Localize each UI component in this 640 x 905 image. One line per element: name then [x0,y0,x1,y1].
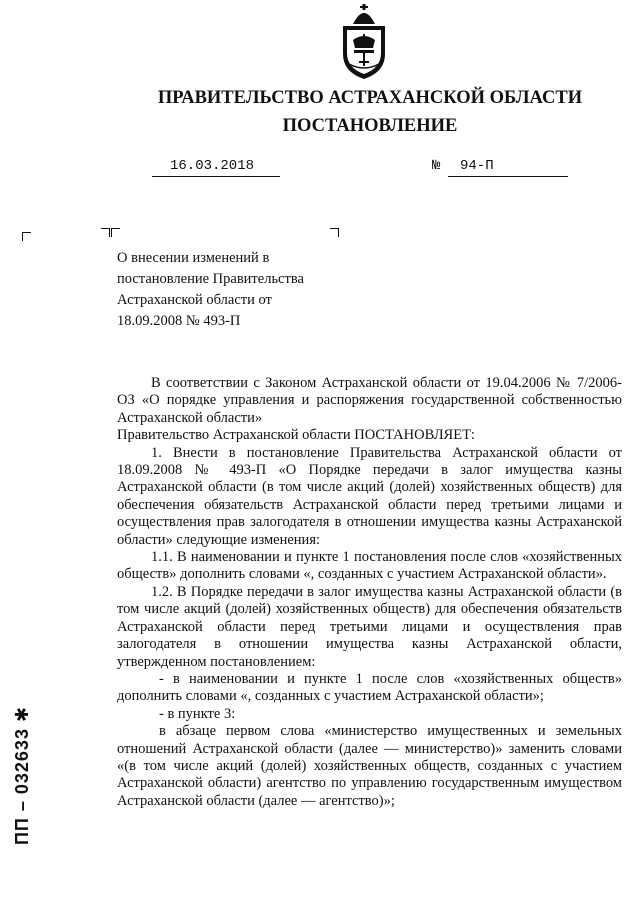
paragraph-item-1-2: 1.2. В Порядке передачи в залог имущества казны Астраханской области (в том числе акций (долей) хозяйственных обществ) для обеспечения обязательств Астраханской области перед третьими лицами и осуществления прав залогодателя в отношении имущества казны Астраханской области, утвержденном постановлением: [117,583,622,670]
paragraph-item-1-1: 1.1. В наименовании и пункте 1 постановления после слов «хозяйственных обществ» дополнить словами «, созданных с участием Астраханской области». [117,549,622,583]
coat-of-arms-icon [339,2,389,80]
org-title: ПРАВИТЕЛЬСТВО АСТРАХАНСКОЙ ОБЛАСТИ [157,88,583,108]
side-serial-stamp: ПП – 032633 ✱ [12,705,32,845]
document-number: 94-П [460,158,494,174]
paragraph-item-1: 1. Внести в постановление Правительства Астраханской области от 18.09.2008 № 493-П «О Порядке передачи в залог имущества казны Астраханской области (в том числе акций (долей) хозяйственных обществ) для обеспечения обязательств Астраханской области перед третьими лицами и осуществления прав залогодателя в отношении имущества казны Астраханской области» следующие изменения: [117,444,622,548]
paragraph-bullet-point-3: - в пункте 3: [159,705,236,722]
corner-mark-subject-right [330,228,339,237]
corner-mark-subject-tl [111,228,120,237]
number-line [448,158,568,177]
corner-mark-left [22,232,31,241]
number-label: № [432,158,441,174]
paragraph-decree: Правительство Астраханской области ПОСТАНОВЛЯЕТ: [117,427,475,444]
paragraph-abzac-1: в абзаце первом слова «министерство имущественных и земельных отношений Астраханской области (далее — министерство)» заменить словами «(в том числе акций (долей) хозяйственных обществ, созданных с участием Астраханской области) агентство по управлению государственным имуществом Астраханской области (далее — агентство)»; [117,723,622,809]
document-subject: О внесении изменений в постановление Правительства Астраханской области от 18.09.2008 № 493-П [117,250,304,329]
paragraph-bullet-name: - в наименовании и пункте 1 после слов «хозяйственных обществ» дополнить словами «, созданных с участием Астраханской области»; [117,670,622,705]
date-line [152,158,280,177]
document-body [117,375,622,810]
corner-mark-subject-tr [101,228,110,237]
paragraph-basis: В соответствии с Законом Астраханской области от 19.04.2006 № 7/2006-ОЗ «О порядке управления и распоряжения государственной собственностью Астраханской области» [117,375,622,426]
document-date: 16.03.2018 [170,158,255,174]
doc-type-title: ПОСТАНОВЛЕНИЕ [282,116,458,136]
